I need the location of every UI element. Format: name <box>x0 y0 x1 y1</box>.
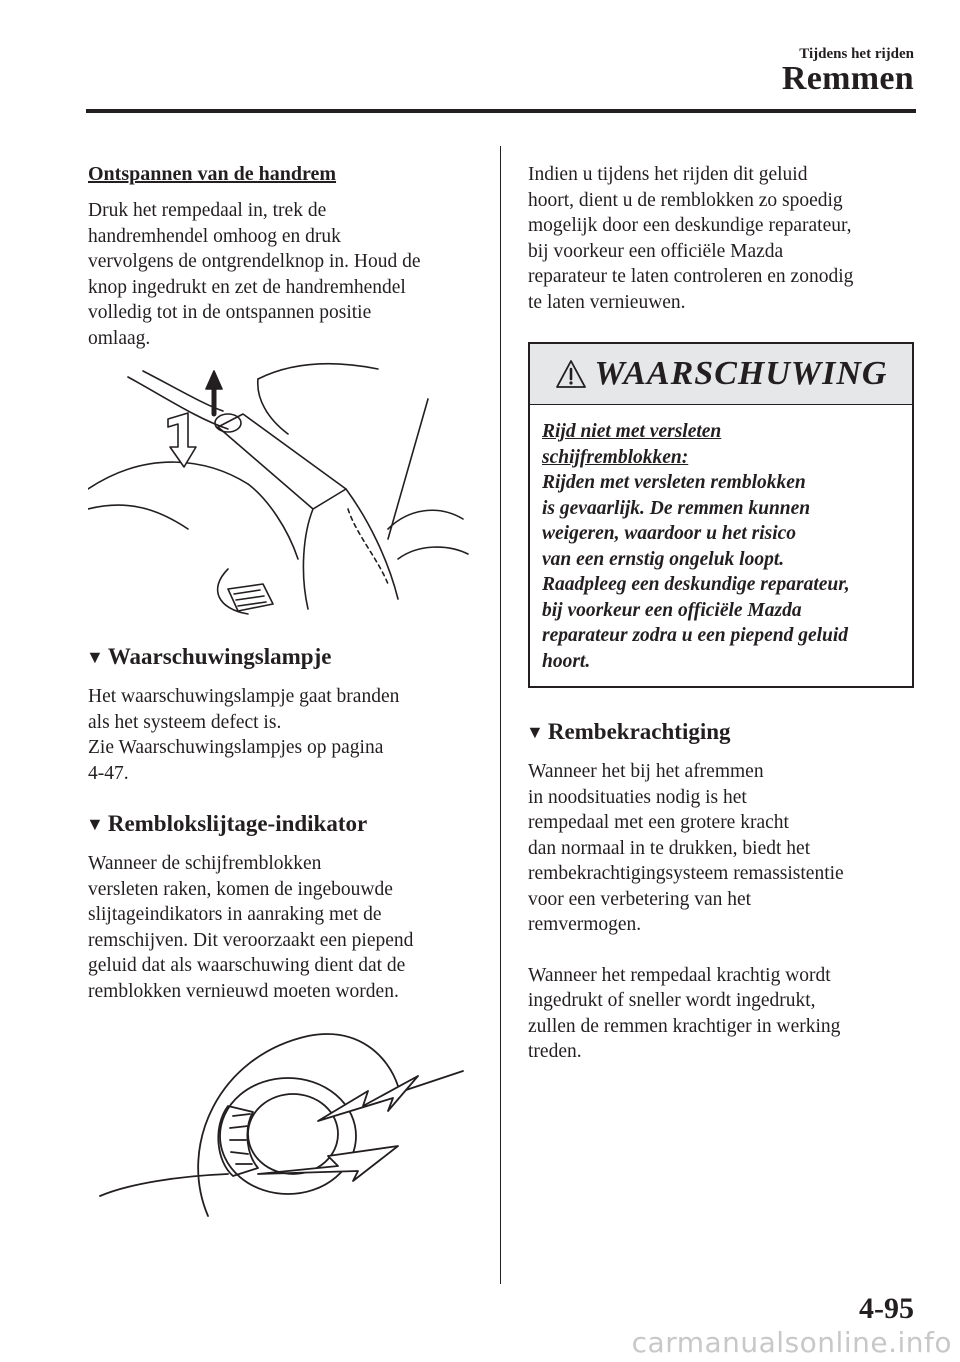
wear-indicator-heading <box>86 810 483 839</box>
page-number: 4-95 <box>859 1292 914 1325</box>
watermark: carmanualsonline.info <box>631 1326 952 1359</box>
warning-text: Rijden met versleten remblokken is gevaarlijk. De remmen kunnen weigeren, waardoor u het risico van een ernstig ongeluk loopt. Raadpleeg een deskundige reparateur, bij voorkeur een officiële Mazda reparateur zodra u een piepend geluid hoort. <box>542 472 850 672</box>
warning-lamp-heading-label: Waarschuwingslampje <box>107 644 332 669</box>
triangle-bullet-icon: ▼ <box>526 722 544 742</box>
page-title: Remmen <box>781 60 914 97</box>
handbrake-release-text: Druk het rempedaal in, trek de handremhendel omhoog en druk vervolgens de ontgrendelknop in. Houd de knop ingedrukt en zet de handremhendel volledig tot in de ontspannen positie omlaag. <box>88 200 421 349</box>
triangle-bullet-icon: ▼ <box>86 647 104 667</box>
brake-assist-heading <box>526 718 918 747</box>
brake-assist-text-2: Wanneer het rempedaal krachtig wordt ingedrukt of sneller wordt ingedrukt, zullen de remmen krachtiger in werking treden. <box>528 964 841 1062</box>
warning-triangle-icon <box>555 359 587 389</box>
triangle-bullet-icon: ▼ <box>86 814 104 834</box>
left-column <box>88 162 483 1226</box>
chapter-subtitle: Tijdens het rijden <box>799 46 914 62</box>
warning-header <box>530 344 912 405</box>
warning-lamp-text: Het waarschuwingslampje gaat branden als het systeem defect is. Zie Waarschuwingslampjes op pagina 4-47. <box>88 686 400 784</box>
column-divider <box>500 146 501 1284</box>
brake-disc-illustration <box>88 1016 483 1226</box>
warning-subheading: Rijd niet met versleten schijfremblokken: <box>542 421 722 468</box>
intro-text: Indien u tijdens het rijden dit geluid hoort, dient u de remblokken zo spoedig mogelijk door een deskundige reparateur, bij voorkeur een officiële Mazda reparateur te laten controleren en zonodig te laten vernieuwen. <box>528 164 854 313</box>
wear-indicator-text: Wanneer de schijfremblokken versleten raken, komen de ingebouwde slijtageindikators in aanraking met de remschijven. Dit veroorzaakt een piepend geluid dat als waarschuwing dient dat de remblokken vernieuwd moeten worden. <box>88 853 414 1002</box>
handbrake-release-heading: Ontspannen van de handrem <box>88 163 337 185</box>
header-rule <box>86 109 916 113</box>
handbrake-illustration <box>88 359 483 627</box>
wear-indicator-heading-label: Remblokslijtage-indikator <box>107 811 368 836</box>
right-column <box>528 162 918 1065</box>
brake-assist-heading-label: Rembekrachtiging <box>547 719 731 744</box>
brake-assist-text-1: Wanneer het bij het afremmen in noodsituaties nodig is het rempedaal met een grotere kracht dan normaal in te drukken, biedt het rembekrachtigingsysteem remassistentie voor een verbetering van het remvermogen. <box>528 761 844 935</box>
warning-title: WAARSCHUWING <box>594 355 888 392</box>
warning-box <box>528 342 914 688</box>
warning-lamp-heading <box>86 643 483 672</box>
warning-body <box>530 405 912 686</box>
